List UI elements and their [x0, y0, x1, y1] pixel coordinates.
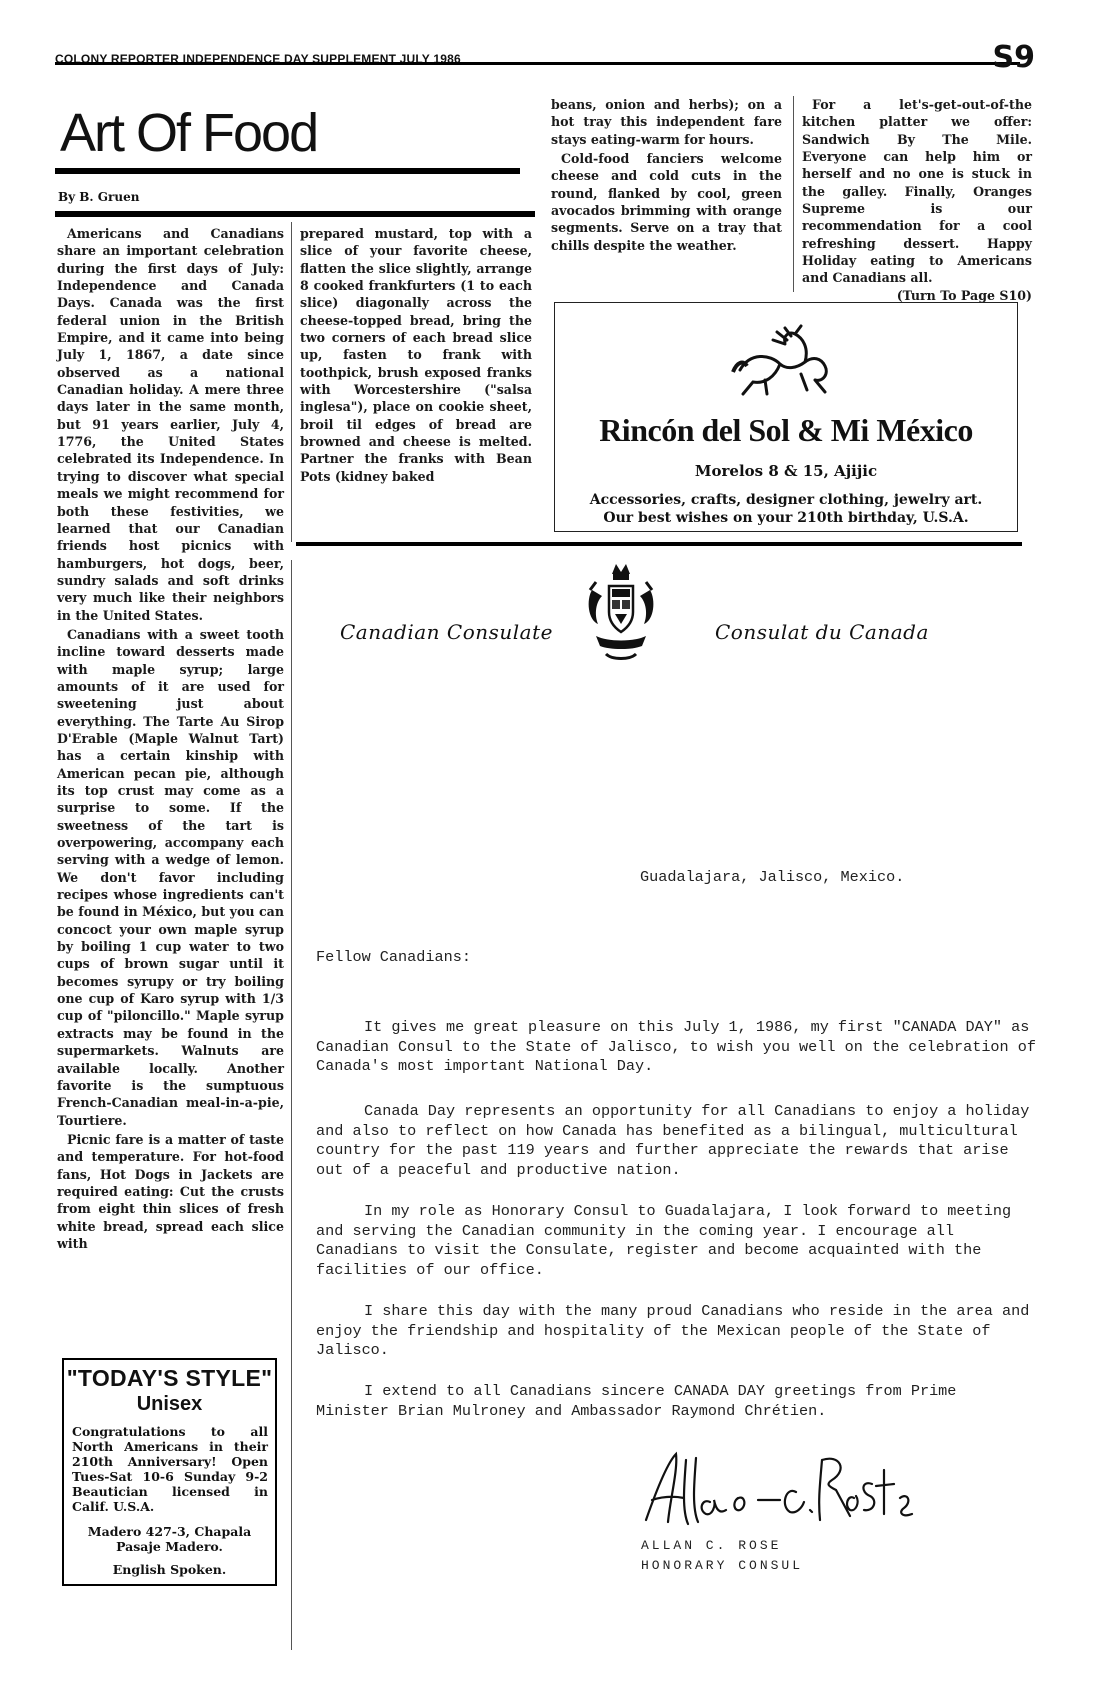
ad-style-title: "TODAY'S STYLE" [66, 1365, 273, 1391]
letter-paragraph [316, 1302, 1036, 1361]
continuation-note: (Turn To Page S10) [896, 287, 1032, 303]
letter-paragraph-text: It gives me great pleasure on this July 1, 1986, my first "CANADA DAY" as Canadian Consul to the State of Jalisco, to wish you well on the celebration of Canada's most important National Day. [316, 1018, 1037, 1075]
letter-paragraph [316, 1382, 1036, 1421]
consulate-name-en: Canadian Consulate [340, 620, 553, 644]
signer-name: ALLAN C. ROSE [641, 1538, 782, 1553]
column-divider [291, 222, 292, 542]
article-column-1 [57, 225, 284, 1252]
letter-paragraph-text: I share this day with the many proud Canadians who reside in the area and enjoy the friendship and hospitality of the Mexican people of the State of Jalisco. [316, 1302, 1030, 1359]
ad-rincon-wishes: Our best wishes on your 210th birthday, U.S.A. [603, 510, 969, 526]
letter-paragraph-text: I extend to all Canadians sincere CANADA DAY greetings from Prime Minister Brian Mulroney and Ambassador Raymond Chrétien. [316, 1382, 957, 1420]
ad-style-address-line: Madero 427-3, Chapala [87, 1524, 252, 1539]
article-paragraph: Picnic fare is a matter of taste and temperature. For hot-food fans, Hot Dogs in Jackets are required eating: Cut the crusts from eight thin slices of fresh white bread, spread each slice with [57, 1131, 284, 1251]
letter-paragraph-text: Canada Day represents an opportunity for all Canadians to enjoy a holiday and also to reflect on how Canada has benefited as a bilingual, multicultural country for the past 119 years and further appreciate the rewards that arise out of a peaceful and productive nation. [316, 1102, 1030, 1179]
ad-style-subtitle: Unisex [136, 1393, 203, 1415]
letter-place: Guadalajara, Jalisco, Mexico. [640, 868, 905, 886]
byline: By B. Gruen [58, 190, 140, 204]
article-paragraph: beans, onion and herbs); on a hot tray this independent fare stays eating-warm for hours. [551, 97, 782, 147]
signature [640, 1440, 920, 1536]
article-paragraph: Americans and Canadians share an important celebration during the first days of July: Independence and Canada Days. Canada was the first federal union in the British Empire, and it came into being July 1, 1867, a date since observed as a national Canadian holiday. A mere three days later in the same month, but 91 years earlier, July 4, 1776, the United States celebrated its Independence. In trying to discover what special meals we might recommend for both these festivities, we learned that our Canadian friends host picnics with hamburgers, hot dogs, beer, sundry salads and soft drinks very much like their neighbors in the United States. [57, 226, 284, 623]
article-paragraph: Canadians with a sweet tooth incline toward desserts made with maple syrup; large amounts of it are used for sweetening just about everything. The Tarte Au Sirop D'Erable (Maple Walnut Tart) has a certain kinship with American pecan pie, although its top crust may come as a surprise to some. If the sweetness of the tart is overpowering, accompany each serving with a wedge of lemon. We don't favor including recipes whose ingredients can't be found in México, but you can concoct your own maple syrup by boiling 1 cup water to two cups of brown sugar until it becomes syrupy or try boiling one cup of Karo syrup with 1/3 cup of "piloncillo." Maple syrup extracts may be found in the supermarkets. Walnuts are available locally. Another favorite is the sumptuous French-Canadian meal-in-a-pie, Tourtiere. [57, 626, 284, 1128]
ad-style-address-line: Pasaje Madero. [116, 1539, 223, 1554]
ad-rincon-name: Rincón del Sol & Mi México [599, 412, 973, 448]
letter-salutation: Fellow Canadians: [316, 948, 471, 966]
signer-title: HONORARY CONSUL [641, 1558, 804, 1573]
ad-rincon-products: Accessories, crafts, designer clothing, jewelry art. [589, 492, 983, 508]
column-divider [793, 96, 794, 292]
header-rule [55, 62, 1020, 65]
article-paragraph: Cold-food fanciers welcome cheese and cold cuts in the round, flanked by cool, green avocados brimming with orange segments. Serve on a tray that chills despite the weather. [551, 151, 782, 253]
column-divider [291, 560, 292, 1650]
letter-paragraph [316, 1018, 1036, 1077]
ad-style-body: Congratulations to all North Americans in their 210th Anniversary! Open Tues-Sat 10-6 Sunday 9-2 Beautician licensed in Calif. U.S.A. [72, 1424, 268, 1514]
article-paragraph: For a let's-get-out-of-the kitchen platter we offer: Sandwich By The Mile. Everyone can help him or herself and no one is stuck in the galley. Finally, Oranges Supreme is our recommendation for a cool refreshing dessert. Happy Holiday eating to Americans and Canadians all. [802, 97, 1032, 286]
byline-rule [55, 211, 535, 217]
section-rule [296, 542, 1022, 546]
letter-paragraph [316, 1102, 1036, 1180]
ad-style-english: English Spoken. [112, 1562, 227, 1577]
article-column-3 [551, 96, 782, 254]
article-column-2 [300, 225, 532, 485]
article-column-4 [802, 96, 1032, 304]
ad-rincon-address: Morelos 8 & 15, Ajijic [694, 462, 878, 480]
letter-paragraph-text: In my role as Honorary Consul to Guadalajara, I look forward to meeting and serving the Canadian community in the coming year. I encourage all Canadians to visit the Consulate, register and become acquainted with the facilities of our office. [316, 1202, 1012, 1279]
letter-paragraph [316, 1202, 1036, 1280]
coat-of-arms-icon [582, 560, 660, 672]
horse-icon [725, 322, 845, 402]
article-title: Art Of Food [60, 103, 318, 163]
title-rule [55, 168, 520, 174]
ad-style-address [62, 1524, 277, 1554]
consulate-name-fr: Consulat du Canada [715, 620, 929, 644]
page-header: COLONY REPORTER INDEPENDENCE DAY SUPPLEMENT JULY 1986 [55, 52, 461, 66]
page-number: S9 [992, 40, 1035, 75]
article-paragraph: prepared mustard, top with a slice of your favorite cheese, flatten the slice slightly, arrange 8 cooked frankfurters (1 to each slice) diagonally across the cheese-topped bread, bring the two corners of each bread slice up, fasten to frank with toothpick, brush exposed franks with Worcestershire ("salsa inglesa"), place on cookie sheet, broil til edges of bread are browned and cheese is melted. Partner the franks with Bean Pots (kidney baked [300, 226, 532, 484]
